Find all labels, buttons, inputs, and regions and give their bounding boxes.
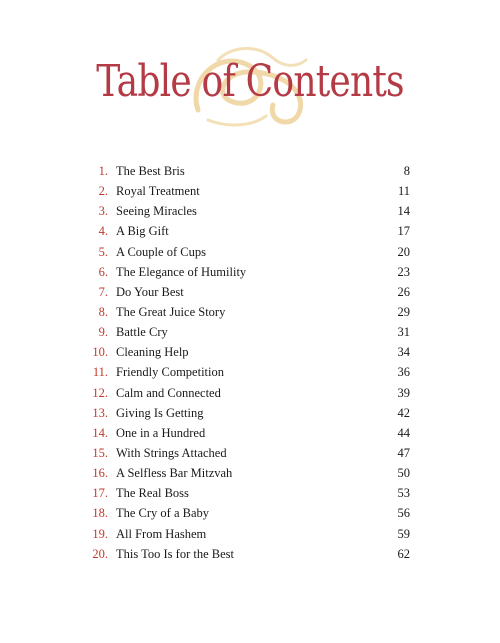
toc-entry-title: The Elegance of Humility (116, 264, 247, 279)
toc-entry-number: 17. (92, 486, 108, 501)
toc-entry-page-number: 42 (397, 405, 410, 420)
toc-entry-number: 15. (92, 445, 108, 460)
toc-entry[interactable] (84, 506, 410, 526)
toc-entry-page-number: 17 (397, 224, 410, 239)
toc-entry[interactable] (84, 486, 410, 506)
toc-entry-page-number: 14 (397, 204, 410, 219)
toc-entry-number: 14. (92, 425, 108, 440)
toc-entry[interactable] (84, 365, 410, 385)
toc-entry-page-number: 53 (397, 486, 410, 501)
toc-entry[interactable] (84, 285, 410, 305)
toc-list (84, 164, 410, 567)
toc-entry-number: 11. (92, 365, 108, 380)
toc-entry-page-number: 62 (397, 546, 410, 561)
toc-entry-title: The Great Juice Story (116, 304, 226, 319)
toc-entry-number: 10. (92, 345, 108, 360)
toc-entry-number: 9. (98, 325, 108, 340)
toc-entry[interactable] (84, 547, 410, 567)
toc-entry[interactable] (84, 325, 410, 345)
toc-entry-title: This Too Is for the Best (116, 546, 234, 561)
toc-entry[interactable] (84, 204, 410, 224)
toc-entry-page-number: 50 (397, 466, 410, 481)
toc-entry-number: 6. (98, 264, 108, 279)
toc-entry-page-number: 39 (397, 385, 410, 400)
toc-entry-title: One in a Hundred (116, 425, 206, 440)
toc-entry-page-number: 34 (397, 345, 410, 360)
toc-entry-page-number: 8 (403, 164, 410, 178)
toc-entry-title: Giving Is Getting (116, 405, 204, 420)
toc-entry[interactable] (84, 265, 410, 285)
toc-entry-title: Do Your Best (116, 284, 184, 299)
toc-entry[interactable] (84, 426, 410, 446)
toc-entry-number: 4. (98, 224, 108, 239)
toc-entry-title: A Big Gift (116, 224, 169, 239)
page-title: Table of Contents (96, 56, 404, 107)
toc-entry[interactable] (84, 446, 410, 466)
toc-entry-title: Royal Treatment (116, 184, 200, 199)
toc-entry[interactable] (84, 184, 410, 204)
toc-entry[interactable] (84, 245, 410, 265)
toc-entry-page-number: 23 (397, 264, 410, 279)
toc-entry-title: Friendly Competition (116, 365, 224, 380)
toc-entry-title: The Real Boss (116, 486, 189, 501)
toc-entry[interactable] (84, 466, 410, 486)
toc-entry-number: 18. (92, 506, 108, 521)
toc-entry-title: A Couple of Cups (116, 244, 206, 259)
toc-entry-number: 19. (92, 526, 108, 541)
toc-entry[interactable] (84, 345, 410, 365)
toc-entry-number: 13. (92, 405, 108, 420)
toc-entry-number: 12. (92, 385, 108, 400)
toc-entry-title: Battle Cry (116, 325, 168, 340)
toc-entry-title: The Best Bris (116, 164, 185, 178)
toc-entry-title: Calm and Connected (116, 385, 221, 400)
toc-entry-page-number: 56 (397, 506, 410, 521)
toc-entry[interactable] (84, 527, 410, 547)
toc-entry-page-number: 29 (397, 304, 410, 319)
toc-entry-page-number: 36 (397, 365, 410, 380)
toc-entry-title: The Cry of a Baby (116, 506, 210, 521)
toc-entry-number: 20. (92, 546, 108, 561)
toc-entry-number: 3. (98, 204, 108, 219)
toc-entry-title: With Strings Attached (116, 445, 227, 460)
toc-entry-number: 8. (98, 304, 108, 319)
toc-entry-page-number: 26 (397, 284, 410, 299)
toc-entry[interactable] (84, 406, 410, 426)
toc-entry-title: Cleaning Help (116, 345, 189, 360)
toc-entry-page-number: 47 (397, 445, 410, 460)
toc-entry-number: 16. (92, 466, 108, 481)
toc-entry-page-number: 31 (397, 325, 410, 340)
toc-entry-page-number: 59 (397, 526, 410, 541)
toc-entry[interactable] (84, 305, 410, 325)
toc-entry-title: Seeing Miracles (116, 204, 197, 219)
toc-entry-number: 7. (98, 284, 108, 299)
toc-entry[interactable] (84, 386, 410, 406)
toc-entry-page-number: 11 (397, 184, 410, 199)
toc-entry-page-number: 20 (397, 244, 410, 259)
toc-entry-title: A Selfless Bar Mitzvah (116, 466, 233, 481)
toc-entry-number: 5. (98, 244, 108, 259)
toc-entry-number: 2. (98, 184, 108, 199)
toc-entry-title: All From Hashem (116, 526, 207, 541)
toc-entry-page-number: 44 (397, 425, 410, 440)
toc-entry-number: 1. (98, 164, 108, 178)
toc-entry[interactable] (84, 164, 410, 184)
toc-entry[interactable] (84, 224, 410, 244)
